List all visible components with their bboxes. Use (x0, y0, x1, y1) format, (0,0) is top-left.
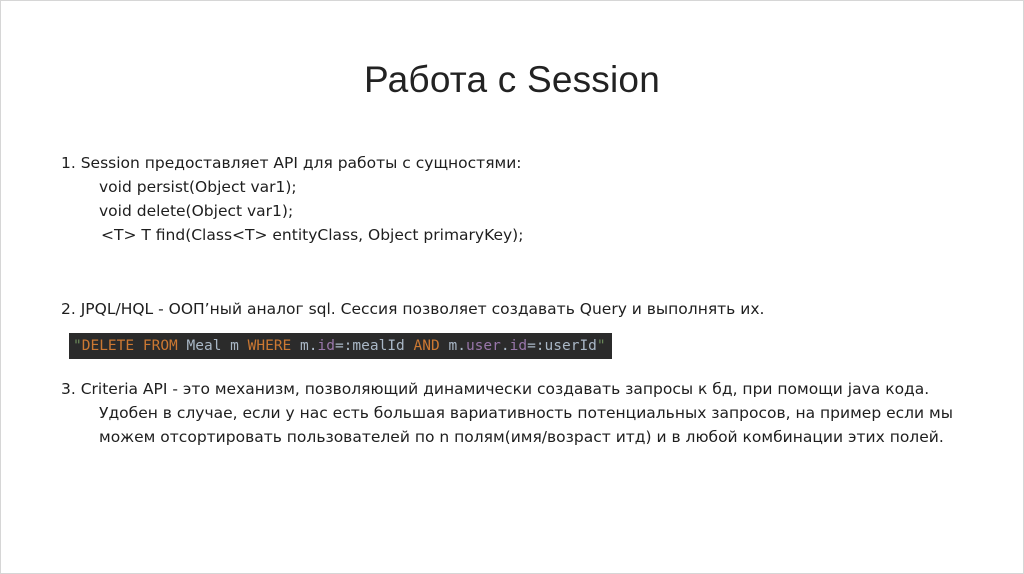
code-text-dot: . (500, 338, 510, 354)
section1-heading: 1. Session предоставляет API для работы с сущностями: (61, 154, 522, 172)
slide-title: Работа с Session (364, 59, 660, 100)
code-text-m1: m. (291, 338, 318, 354)
section3-line1: 3. Criteria API - это механизм, позволяющий динамически создавать запросы к бд, при помощи java кода. (61, 380, 930, 398)
code-field-id: id (317, 338, 335, 354)
code-field-id2: id (509, 338, 528, 354)
method-delete: void delete(Object var1); (99, 202, 294, 220)
code-text-meal-id: =:mealId (334, 338, 414, 354)
code-kw-and: AND (413, 338, 440, 354)
code-kw-from: FROM (142, 338, 178, 354)
code-quote-close: " (596, 338, 606, 354)
code-text-user-id: =:userId (527, 338, 597, 354)
code-field-user: user (465, 338, 501, 354)
code-quote-open: " (73, 338, 82, 354)
section2-heading: 2. JPQL/HQL - ООП’ный аналог sql. Сессия позволяет создавать Query и выполнять их. (61, 300, 765, 318)
section3-line3: можем отсортировать пользователей по n полям(имя/возраст итд) и в любой комбинации этих полей. (99, 428, 944, 446)
method-persist: void persist(Object var1); (99, 178, 297, 196)
method-find: <T> T find(Class<T> entityClass, Object primaryKey); (101, 226, 524, 244)
code-kw-delete: DELETE (81, 338, 135, 354)
code-space (134, 338, 143, 354)
jpql-code-snippet (69, 333, 612, 359)
code-kw-where: WHERE (247, 338, 292, 354)
code-text-meal: Meal m (177, 338, 248, 354)
code-text-m2: m. (439, 338, 466, 354)
slide-body (61, 151, 991, 449)
section3-line2: Удобен в случае, если у нас есть большая вариативность потенциальных запросов, на пример если мы (99, 404, 953, 422)
